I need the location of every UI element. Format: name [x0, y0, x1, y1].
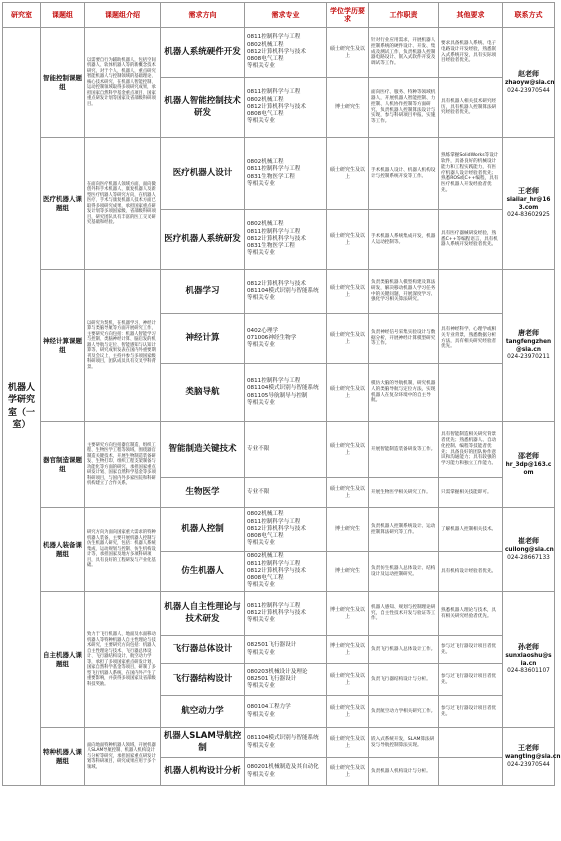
job-duty: 模仿大脑的导航机制，研究机器人的类脑导航与定位方法，实现机器人在复杂环境中的自主导航。: [369, 364, 439, 422]
demand-major: 0802机械工程 0811控制科学与工程 0812计算机科学与技术 0808电气工程 等相关专业: [245, 552, 327, 592]
other-requirement: [439, 364, 503, 422]
job-duty: 针对行业应用需求，开展机器人控制系统的硬件设计、开发、集成及测试工作，负责机器人控制器电路设计、嵌入式软件开发及调试等工作。: [369, 28, 439, 78]
demand-direction: 飞行器结构设计: [161, 664, 245, 696]
contact-cell: [503, 138, 555, 270]
demand-major: 专业不限: [245, 422, 327, 478]
demand-direction: 医疗机器人系统研发: [161, 210, 245, 270]
contact-name: 唐老师: [518, 329, 539, 338]
degree-requirement: 硕士研究生及以上: [327, 28, 369, 78]
degree-requirement: 硕士研究生及以上: [327, 478, 369, 508]
other-requirement: 具有智能制造相关研究背景者优先；熟悉机器人、自动化控制、编程等技能者优先；具备良好的团队协作意识和沟通能力；具有较强的学习能力和独立工作能力。: [439, 422, 503, 478]
contact-name: 孙老师: [518, 643, 539, 652]
contact-phone: 024-83602925: [507, 212, 550, 219]
job-duty: 负责神经信号采集实验设计与数据分析，开展神经计算模型研究等工作。: [369, 314, 439, 364]
header-cell: 课题组介绍: [85, 3, 161, 28]
demand-direction: 航空动力学: [161, 696, 245, 728]
contact-phone: 024-23970544: [507, 87, 550, 94]
group-name: 特种机器人课题组: [41, 728, 85, 786]
degree-requirement: 硕士研究生及以上: [327, 364, 369, 422]
group-name: 医疗机器人课题组: [41, 138, 85, 270]
job-duty: 负责机器人机构设计与分析。: [369, 758, 439, 786]
header-cell: 需求方向: [161, 3, 245, 28]
contact-email[interactable]: zhaoyw@sia.cn: [505, 80, 555, 87]
demand-major: 专业不限: [245, 478, 327, 508]
degree-requirement: 硕士研究生及以上: [327, 314, 369, 364]
contact-phone: 024-23970544: [507, 761, 550, 768]
group-intro: 研究方向为面向国家重大需求的特种机器人装备，主要开展机器人控制与仿生机器人研究，包括：机器人系统集成、运动规划与控制、仿生机构设计等，承担国家及地方多项科研项目，具有良好的工程研发与产业化基础。: [85, 508, 161, 592]
other-requirement: 了解机器人控制相关技术。: [439, 508, 503, 552]
group-intro: 致力于飞行机器人、地面及水面移动机器人等特种机器人自主性理论与技术研究，主要研究方向包括：机器人自主性理论与技术、飞行器总体设计、飞行器结构设计、航空动力学等，承担了多项国家重点研发计划、国家自然科学基金等项目，研制了多型飞行机器人系统，在国内外产生了重要影响，并获得多项国家及省部级科技奖励。: [85, 592, 161, 728]
contact-name: 赵老师: [518, 69, 539, 78]
other-requirement: 参与过飞行器设计项目者优先。: [439, 696, 503, 728]
other-requirement: 只需掌握相关技能即可。: [439, 478, 503, 508]
job-duty: 负责飞行器结构设计与分析。: [369, 664, 439, 696]
contact-email[interactable]: tangfengzhen@sia.cn: [505, 339, 552, 353]
degree-requirement: 博士研究生及以上: [327, 636, 369, 664]
degree-requirement: 硕士研究生及以上: [327, 270, 369, 314]
group-name: 器官制造课题组: [41, 422, 85, 508]
degree-requirement: 硕士研究生及以上: [327, 758, 369, 786]
other-requirement: 具有机器人相关技术研究经历，具有机器人控制算法研究经验者优先。: [439, 78, 503, 138]
job-duty: 负责航空动力学相关研究工作。: [369, 696, 439, 728]
other-requirement: [439, 270, 503, 314]
table-row: [3, 592, 555, 636]
header-cell: 课题组: [41, 3, 85, 28]
contact-email[interactable]: wangting@sia.cn: [505, 754, 561, 761]
demand-major: 080104工程力学 等相关专业: [245, 696, 327, 728]
group-intro: 以需要自行为辅助机器人，包括空间机器人、软体机器人等的新概念技术研究，对于个人，机器人，重点研究智能机器人与控制领域的基础理论、核心技术研究，在机器人智能控制、运动控制领域取得多项研究成果，承担国家自然科学基金重点项目、国家重点研发计划等国家及省部级科研项目。: [85, 28, 161, 138]
contact-cell: [503, 422, 555, 508]
demand-major: 0811控制科学与工程 081104模式识别与智能系统 081105导航制导与控制 等相关专业: [245, 364, 327, 422]
other-requirement: 具有机构设计经验者优先。: [439, 552, 503, 592]
degree-requirement: 博士研究生: [327, 508, 369, 552]
demand-major: 0802机械工程 0811控制科学与工程 0831生物医学工程 等相关专业: [245, 138, 327, 210]
job-duty: 开展生物医学相关研究工作。: [369, 478, 439, 508]
demand-direction: 仿生机器人: [161, 552, 245, 592]
job-duty: 负责类脑机器人模型构建及算法研发，解决移动机器人学习任务中的关键问题，开展深度学习、强化学习相关算法研究。: [369, 270, 439, 314]
other-requirement: 参与过飞行器设计项目者优先。: [439, 664, 503, 696]
degree-requirement: 硕士研究生及以上: [327, 664, 369, 696]
contact-name: 邵老师: [518, 451, 539, 460]
demand-direction: 机器人SLAM导航控制: [161, 728, 245, 758]
recruitment-table: [2, 2, 561, 786]
degree-requirement: 硕士研究生及以上: [327, 728, 369, 758]
demand-direction: 机器人智能控制技术研发: [161, 78, 245, 138]
table-row: [3, 422, 555, 478]
lab-room-name: 机器人学研究室（一室）: [3, 28, 41, 786]
demand-direction: 智能制造关键技术: [161, 422, 245, 478]
job-duty: 手术机器人设计、机器人机构设计与控制系统开发等工作。: [369, 138, 439, 210]
table-row: [3, 270, 555, 314]
job-duty: 机器人感知、规划与控制理论研究，自主性技术开发与验证等工作。: [369, 592, 439, 636]
group-intro: 以研究为契机，在机器学习、神经计算与类脑导航等方面开展研究工作，主要研究方向包括：机器人智能学习与控制、类脑神经计算、脑启发的机器人导航与定位、智能感知与认知计算等，研究成果发表在国内外重要期刊及会议上，主持并参与多项国家级科研项目，团队成员具有交叉学科背景。: [85, 270, 161, 422]
other-requirement: 具有医疗器械研发经验，熟悉C++等编程语言，具有机器人系统开发经验者优先。: [439, 210, 503, 270]
demand-major: 080203机械设计及理论 082501飞行器设计 等相关专业: [245, 664, 327, 696]
other-requirement: [439, 728, 503, 758]
group-name: 智能控制课题组: [41, 28, 85, 138]
table-row: [3, 728, 555, 758]
other-requirement: 熟练掌握SolidWorks等设计软件，具备良好的机械设计能力和工程实践能力，有医疗机器人设计经验者优先；熟悉ROS或C++编程，具有医疗机器人开发经验者优先。: [439, 138, 503, 210]
demand-direction: 生物医学: [161, 478, 245, 508]
contact-cell: [503, 728, 561, 786]
demand-major: 081104模式识别与智能系统 等相关专业: [245, 728, 327, 758]
degree-requirement: 博士研究生及以上: [327, 592, 369, 636]
demand-major: 0811控制科学与工程 0802机械工程 0812计算机科学与技术 0808电气工程 等相关专业: [245, 78, 327, 138]
job-duty: 开展智能制造装备研发等工作。: [369, 422, 439, 478]
group-intro: 面向地面特种机器人领域，开展机器人SLAM导航控制、机器人机构设计与分析等研究，承担国家重点研发计划等科研项目，研究成果应用于多个领域。: [85, 728, 161, 786]
demand-direction: 机器学习: [161, 270, 245, 314]
demand-major: 0811控制科学与工程 0812计算机科学与技术 等相关专业: [245, 592, 327, 636]
group-name: 神经计算课题组: [41, 270, 85, 422]
job-duty: 负责飞行机器人总体设计工作。: [369, 636, 439, 664]
demand-major: 082501飞行器设计 等相关专业: [245, 636, 327, 664]
header-cell: 其他要求: [439, 3, 503, 28]
demand-direction: 飞行器总体设计: [161, 636, 245, 664]
demand-major: 0802机械工程 0811控制科学与工程 0812计算机科学与技术 0808电气工程 等相关专业: [245, 508, 327, 552]
header-row: [3, 3, 555, 28]
table-row: [3, 138, 555, 210]
contact-email[interactable]: cuilong@sia.cn: [505, 547, 554, 554]
header-cell: 学位学历要求: [327, 3, 369, 28]
job-duty: 嵌入式系统开发，SLAM算法研发与导航控制算法实现。: [369, 728, 439, 758]
demand-major: 0402心理学 071006神经生物学 等相关专业: [245, 314, 327, 364]
group-intro: 在面向医疗机器人领域方面，面向微创外科手术机器人、康复机器人及新型医疗机器人等研究方向，在机器人医疗、手术与康复机器人技术方面已取得多项研究成果，承担国家重点研发计划等多项国家级、省部级科研项目，研究团队具有丰富的医工交叉研究基础和经验。: [85, 138, 161, 270]
demand-direction: 机器人机构设计分析: [161, 758, 245, 786]
header-cell: 工作职责: [369, 3, 439, 28]
contact-cell: [503, 508, 555, 592]
job-duty: 面向医疗、服务、特种等领域机器人，开展机器人智能控制、力控制、人机协作控制等方面研究，负责机器人控制算法设计与实现，参与科研项目申报、实施等工作。: [369, 78, 439, 138]
degree-requirement: 博士研究生: [327, 78, 369, 138]
demand-major: 080201机械制造及其自动化 等相关专业: [245, 758, 327, 786]
contact-email[interactable]: siaiiar_hr@163.com: [506, 197, 551, 211]
contact-name: 崔老师: [518, 536, 539, 545]
header-cell: 需求专业: [245, 3, 327, 28]
header-cell: 联系方式: [503, 3, 555, 28]
contact-name: 王老师: [518, 187, 539, 196]
contact-name: 王老师: [518, 743, 539, 752]
job-duty: 负责机器人控制系统设计、运动控制算法研究等工作。: [369, 508, 439, 552]
job-duty: 负责仿生机器人总体设计、结构设计及运动控制研究。: [369, 552, 439, 592]
degree-requirement: 硕士研究生及以上: [327, 696, 369, 728]
table-row: [3, 508, 555, 552]
demand-direction: 机器人控制: [161, 508, 245, 552]
group-intro: 主要研究方向包括器官制造、组织工程、生物医学工程等领域，围绕器官制造关键技术，开展生物制造装备研发、生物打印、组织工程支架制备与功能化等方面的研究，承担国家重点研发计划、国家自然科学基金等多项科研项目，与国内外多家医院和科研机构建立了合作关系。: [85, 422, 161, 508]
other-requirement: 具有神经科学、心理学或相关专业背景，熟悉数据分析方法，具有相关研究经验者优先。: [439, 314, 503, 364]
other-requirement: 要求具备机器人系统、电子电路设计开发经验，熟悉嵌入式系统开发，具有实际项目经验者优先。: [439, 28, 503, 78]
contact-phone: 024-23970211: [507, 354, 550, 361]
degree-requirement: 硕士研究生及以上: [327, 210, 369, 270]
demand-major: 0811控制科学与工程 0802机械工程 0812计算机科学与技术 0808电气工程 等相关专业: [245, 28, 327, 78]
demand-direction: 机器人自主性理论与技术研发: [161, 592, 245, 636]
degree-requirement: 硕士研究生及以上: [327, 422, 369, 478]
degree-requirement: 博士研究生: [327, 552, 369, 592]
demand-major: 0802机械工程 0811控制科学与工程 0812计算机科学与技术 0831生物医学工程 等相关专业: [245, 210, 327, 270]
demand-direction: 机器人系统硬件开发: [161, 28, 245, 78]
contact-phone: 024-83601107: [507, 668, 550, 675]
contact-email[interactable]: hr_3dp@163.com: [505, 462, 552, 476]
other-requirement: [439, 758, 503, 786]
contact-cell: [503, 270, 555, 422]
header-cell: 研究室: [3, 3, 41, 28]
table-row: [3, 28, 555, 78]
contact-email[interactable]: sunxiaoshu@sia.cn: [505, 653, 552, 667]
demand-major: 0812计算机科学与技术 081104模式识别与智能系统 等相关专业: [245, 270, 327, 314]
group-name: 自主机器人课题组: [41, 592, 85, 728]
demand-direction: 神经计算: [161, 314, 245, 364]
demand-direction: 医疗机器人设计: [161, 138, 245, 210]
group-name: 机器人装备课题组: [41, 508, 85, 592]
demand-direction: 类脑导航: [161, 364, 245, 422]
contact-phone: 024-28667133: [507, 554, 550, 561]
job-duty: 手术机器人系统集成开发，机器人运动控制等。: [369, 210, 439, 270]
contact-cell: [503, 592, 555, 728]
other-requirement: 熟悉机器人理论与技术，具有相关研究经验者优先。: [439, 592, 503, 636]
other-requirement: 参与过飞行器设计项目者优先。: [439, 636, 503, 664]
contact-cell: [503, 28, 555, 138]
degree-requirement: 硕士研究生及以上: [327, 138, 369, 210]
